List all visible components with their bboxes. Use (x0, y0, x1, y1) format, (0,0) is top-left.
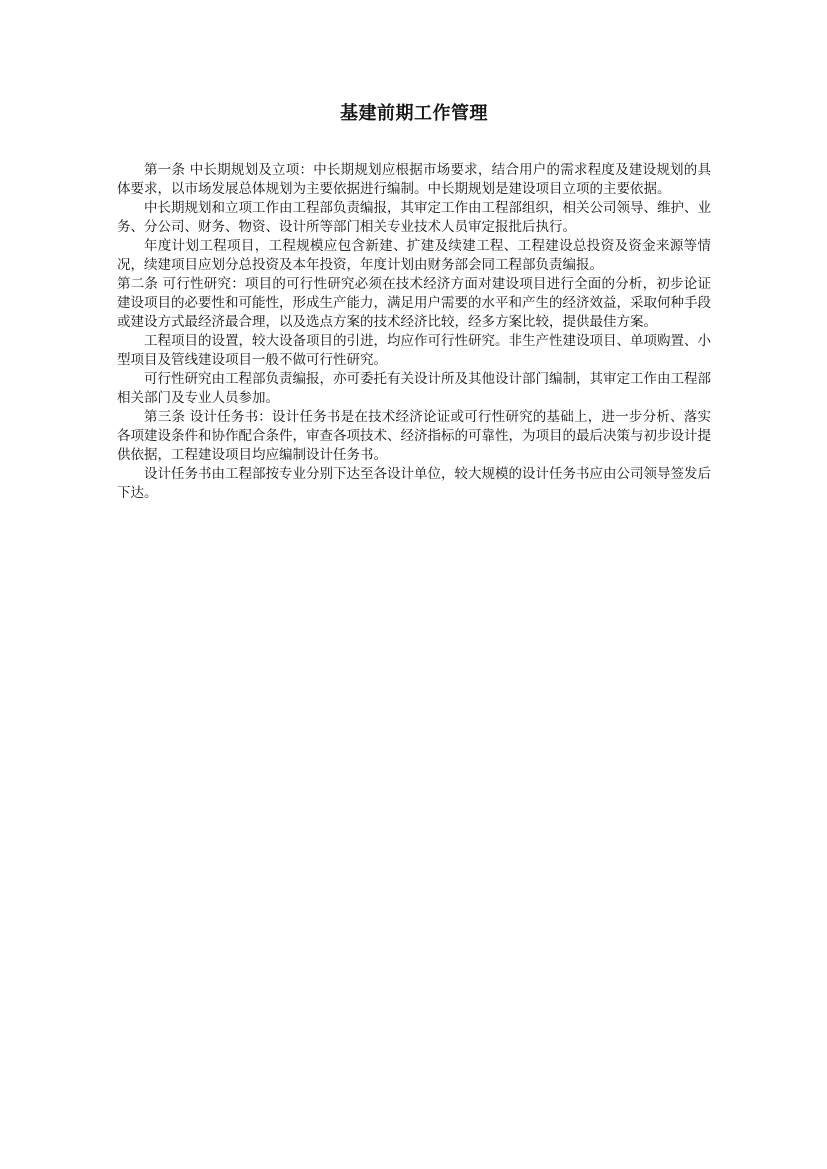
document-title: 基建前期工作管理 (340, 103, 488, 124)
paragraph-annual-plan: 年度计划工程项目，工程规模应包含新建、扩建及续建工程、工程建设总投资及资金来源等情况，续建项目应划分总投资及本年投资，年度计划由财务部会同工程部负责编报。 (117, 238, 711, 273)
paragraph-planning-responsibility: 中长期规划和立项工作由工程部负责编报，其审定工作由工程部组织，相关公司领导、维护、业务、分公司、财务、物资、设计所等部门相关专业技术人员审定报批后执行。 (117, 200, 711, 235)
paragraph-article-2: 第二条 可行性研究：项目的可行性研究必须在技术经济方面对建设项目进行全面的分析，初步论证建设项目的必要性和可能性，形成生产能力，满足用户需要的水平和产生的经济效益，采取何种手段或建设方式最经济最合理，以及选点方案的技术经济比较，经多方案比较，提供最佳方案。 (117, 276, 711, 330)
paragraph-design-task-issuance: 设计任务书由工程部按专业分别下达至各设计单位，较大规模的设计任务书应由公司领导签发后下达。 (117, 466, 711, 501)
document-body (117, 100, 711, 503)
paragraph-feasibility-scope: 工程项目的设置，较大设备项目的引进，均应作可行性研究。非生产性建设项目、单项购置、小型项目及管线建设项目一般不做可行性研究。 (117, 333, 711, 368)
paragraph-article-1: 第一条 中长期规划及立项：中长期规划应根据市场要求，结合用户的需求程度及建设规划的具体要求，以市场发展总体规划为主要依据进行编制。中长期规划是建设项目立项的主要依据。 (117, 162, 711, 197)
paragraph-feasibility-responsibility: 可行性研究由工程部负责编报，亦可委托有关设计所及其他设计部门编制，其审定工作由工程部相关部门及专业人员参加。 (117, 371, 711, 406)
paragraph-article-3: 第三条 设计任务书：设计任务书是在技术经济论证或可行性研究的基础上，进一步分析、落实各项建设条件和协作配合条件，审查各项技术、经济指标的可靠性，为项目的最后决策与初步设计提供依据，工程建设项目均应编制设计任务书。 (117, 409, 711, 463)
